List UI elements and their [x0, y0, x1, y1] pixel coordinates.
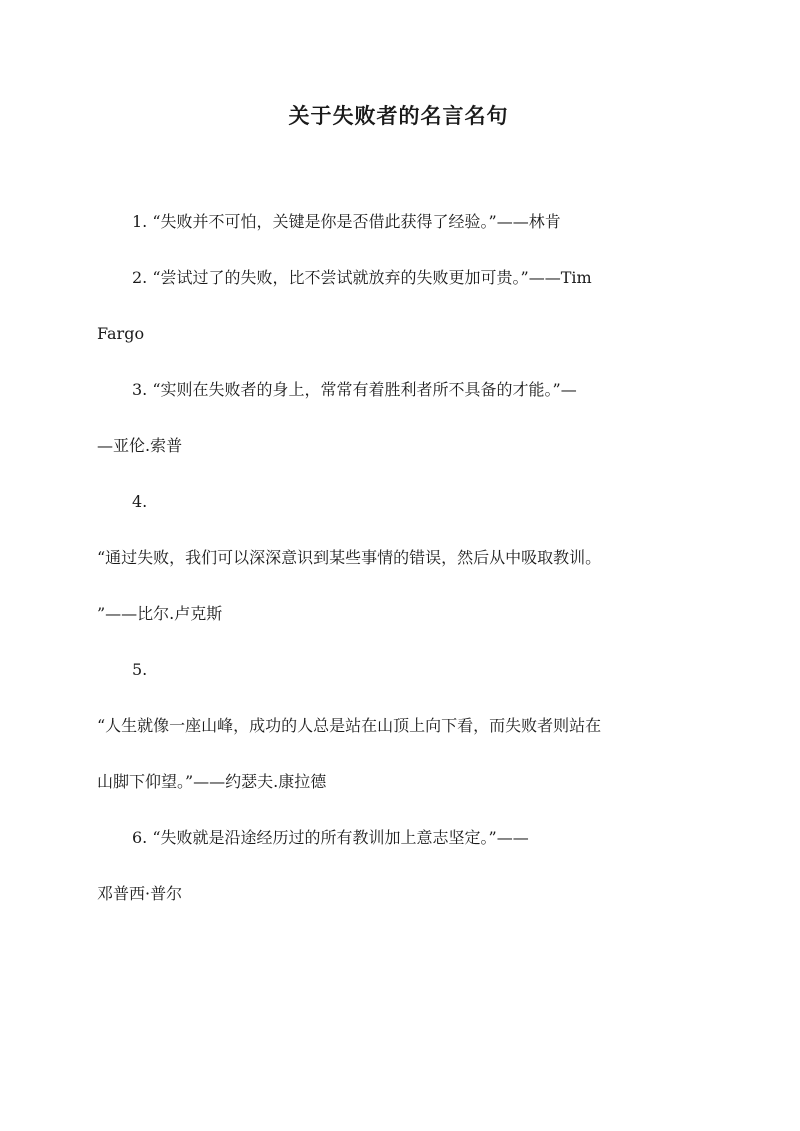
quote-line: Fargo	[97, 324, 145, 343]
quote-line: “通过失败，我们可以深深意识到某些事情的错误，然后从中吸取教训。	[97, 548, 602, 567]
quote-number: 5.	[132, 660, 148, 679]
quote-line: 3. “实则在失败者的身上，常常有着胜利者所不具备的才能。”—	[132, 380, 577, 399]
quote-item-1	[97, 194, 700, 250]
quote-line: 1. “失败并不可怕，关键是你是否借此获得了经验。”——林肯	[132, 212, 561, 231]
document-title: 关于失败者的名言名句	[288, 103, 509, 128]
quote-item-4	[97, 474, 700, 642]
quote-list	[97, 194, 700, 922]
quote-line: 邓普西·普尔	[97, 884, 183, 903]
quote-line: “人生就像一座山峰，成功的人总是站在山顶上向下看，而失败者则站在	[97, 716, 602, 735]
quote-line: 山脚下仰望。”——约瑟夫.康拉德	[97, 772, 327, 791]
quote-line: 2. “尝试过了的失败，比不尝试就放弃的失败更加可贵。”——Tim	[132, 268, 592, 287]
quote-line: —亚伦.索普	[97, 436, 183, 455]
quote-item-3	[97, 362, 700, 474]
quote-line: 6. “失败就是沿途经历过的所有教训加上意志坚定。”——	[132, 828, 529, 847]
quote-item-6	[97, 810, 700, 922]
quote-item-2	[97, 250, 700, 362]
quote-line: ”——比尔.卢克斯	[97, 604, 223, 623]
quote-number: 4.	[132, 492, 148, 511]
quote-item-5	[97, 642, 700, 810]
